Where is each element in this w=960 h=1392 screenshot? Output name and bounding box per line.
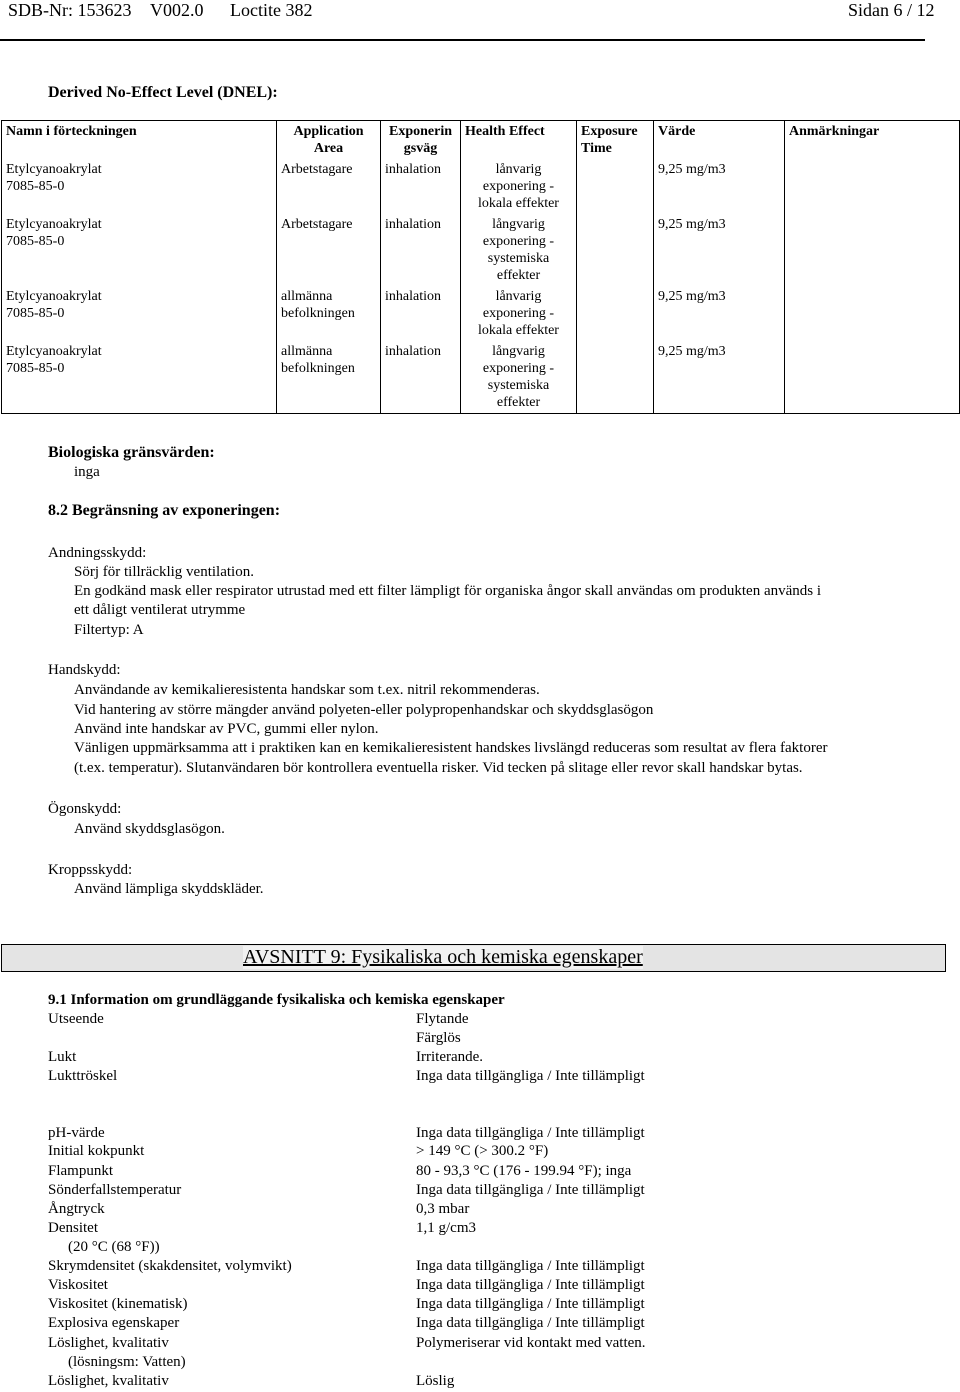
cell-remarks — [785, 341, 960, 414]
prop-value: Inga data tillgängliga / Inte tillämpligt — [416, 1182, 645, 1198]
prop-value: Polymeriserar vid kontakt med vatten. — [416, 1335, 646, 1351]
prop-label: Densitet — [48, 1220, 98, 1236]
section-9-title: AVSNITT 9: Fysikaliska och kemiska egenskaper — [243, 946, 643, 968]
cell-time — [577, 341, 654, 414]
cell-name: Etylcyanoakrylat 7085-85-0 — [2, 286, 277, 341]
prop-label: Lukttröskel — [48, 1068, 118, 1084]
cell-route: inhalation — [381, 159, 461, 214]
prop-label: pH-värde — [48, 1125, 105, 1141]
col-route: Exponerin gsväg — [381, 121, 461, 160]
cell-route: inhalation — [381, 341, 461, 414]
prop-value: 80 - 93,3 °C (176 - 199.94 °F); inga — [416, 1163, 632, 1179]
cell-effect: lånvarig exponering - lokala effekter — [461, 286, 577, 341]
eye-label: Ögonskydd: — [48, 801, 122, 817]
bio-title: Biologiska gränsvärden: — [48, 444, 215, 461]
prop-value: Löslig — [416, 1373, 455, 1389]
prop-label: Viskositet — [48, 1277, 108, 1293]
prop-value: Inga data tillgängliga / Inte tillämpligt — [416, 1068, 645, 1084]
cell-name: Etylcyanoakrylat 7085-85-0 — [2, 159, 277, 214]
resp-text-2a: En godkänd mask eller respirator utrustad med ett filter lämpligt för organiska ångor skall användas om produkten används i — [74, 583, 822, 599]
page-number: Sidan 6 / 12 — [848, 0, 935, 20]
hand-text-2: Vid hantering av större mängder använd polyeten-eller polypropenhandskar och skyddsglasögon — [74, 702, 654, 718]
prop-label: Explosiva egenskaper — [48, 1315, 180, 1331]
cell-effect: långvarig exponering - systemiska effekter — [461, 341, 577, 414]
resp-text-3: Filtertyp: A — [74, 622, 144, 638]
resp-label: Andningsskydd: — [48, 545, 147, 561]
cell-effect: långvarig exponering - systemiska effekter — [461, 214, 577, 286]
cell-value: 9,25 mg/m3 — [654, 214, 785, 286]
resp-text-2b: ett dåligt ventilerat utrymme — [74, 602, 246, 618]
prop-label: Flampunkt — [48, 1163, 114, 1179]
col-area: Application Area — [277, 121, 381, 160]
prop-label: Sönderfallstemperatur — [48, 1182, 182, 1198]
product-name: Loctite 382 — [230, 0, 313, 20]
cell-value: 9,25 mg/m3 — [654, 159, 785, 214]
prop-label: Utseende — [48, 1011, 104, 1027]
prop-value: Flytande — [416, 1011, 469, 1027]
cell-time — [577, 159, 654, 214]
table-row — [2, 159, 960, 214]
cell-name: Etylcyanoakrylat 7085-85-0 — [2, 341, 277, 414]
cell-time — [577, 214, 654, 286]
cell-route: inhalation — [381, 286, 461, 341]
hand-text-1: Användande av kemikalieresistenta handskar som t.ex. nitril rekommenderas. — [74, 682, 540, 698]
cell-remarks — [785, 159, 960, 214]
hand-text-4a: Vänligen uppmärksamma att i praktiken kan en kemikalieresistent handskes livslängd reduceras som resultat av flera faktorer — [74, 740, 828, 756]
cell-value: 9,25 mg/m3 — [654, 341, 785, 414]
prop-label: Initial kokpunkt — [48, 1143, 145, 1159]
col-time: Exposure Time — [577, 121, 654, 160]
eye-text: Använd skyddsglasögon. — [74, 821, 225, 837]
cell-area: allmänna befolkningen — [277, 286, 381, 341]
col-remarks: Anmärkningar — [785, 121, 960, 160]
cell-area: Arbetstagare — [277, 159, 381, 214]
prop-label: Löslighet, kvalitativ — [48, 1373, 169, 1389]
prop-value: 0,3 mbar — [416, 1201, 470, 1217]
prop-value: Inga data tillgängliga / Inte tillämpligt — [416, 1315, 645, 1331]
cell-name: Etylcyanoakrylat 7085-85-0 — [2, 214, 277, 286]
prop-value: Inga data tillgängliga / Inte tillämpligt — [416, 1125, 645, 1141]
prop-value: Inga data tillgängliga / Inte tillämpligt — [416, 1277, 645, 1293]
prop-label: (lösningsm: Vatten) — [68, 1354, 186, 1370]
hand-label: Handskydd: — [48, 662, 121, 678]
dnel-table — [1, 120, 960, 414]
body-text: Använd lämpliga skyddskläder. — [74, 881, 264, 897]
prop-value: Inga data tillgängliga / Inte tillämpligt — [416, 1258, 645, 1274]
body-label: Kroppsskydd: — [48, 862, 133, 878]
prop-value: Färglös — [416, 1030, 461, 1046]
prop-label: Skrymdensitet (skakdensitet, volymvikt) — [48, 1258, 292, 1274]
table-row — [2, 214, 960, 286]
dnel-header-row — [2, 121, 960, 160]
col-value: Värde — [654, 121, 785, 160]
header-divider — [0, 39, 925, 41]
page-header — [8, 0, 935, 21]
col-name: Namn i förteckningen — [2, 121, 277, 160]
prop-value: Irriterande. — [416, 1049, 484, 1065]
prop-label: Löslighet, kvalitativ — [48, 1335, 169, 1351]
prop-value: 1,1 g/cm3 — [416, 1220, 476, 1236]
resp-text-1: Sörj för tillräcklig ventilation. — [74, 564, 254, 580]
section-9-1-title: 9.1 Information om grundläggande fysikaliska och kemiska egenskaper — [48, 992, 505, 1008]
col-effect: Health Effect — [461, 121, 577, 160]
cell-remarks — [785, 286, 960, 341]
prop-value: > 149 °C (> 300.2 °F) — [416, 1143, 549, 1159]
table-row — [2, 286, 960, 341]
cell-route: inhalation — [381, 214, 461, 286]
cell-value: 9,25 mg/m3 — [654, 286, 785, 341]
hand-text-3: Använd inte handskar av PVC, gummi eller nylon. — [74, 721, 379, 737]
version: V002.0 — [150, 0, 204, 20]
sdb-number: SDB-Nr: 153623 — [8, 0, 132, 20]
prop-value: Inga data tillgängliga / Inte tillämpligt — [416, 1296, 645, 1312]
prop-label: Viskositet (kinematisk) — [48, 1296, 188, 1312]
section-8-2-title: 8.2 Begränsning av exponeringen: — [48, 502, 281, 519]
table-row — [2, 341, 960, 414]
prop-label: (20 °C (68 °F)) — [68, 1239, 160, 1255]
cell-area: allmänna befolkningen — [277, 341, 381, 414]
cell-time — [577, 286, 654, 341]
prop-label: Ångtryck — [48, 1201, 105, 1217]
cell-area: Arbetstagare — [277, 214, 381, 286]
cell-effect: lånvarig exponering - lokala effekter — [461, 159, 577, 214]
dnel-title: Derived No-Effect Level (DNEL): — [48, 84, 278, 101]
bio-value: inga — [74, 464, 100, 480]
prop-label: Lukt — [48, 1049, 77, 1065]
hand-text-4b: (t.ex. temperatur). Slutanvändaren bör kontrollera eventuella risker. Vid tecken på slitage eller revor skall handskar bytas. — [74, 760, 803, 776]
cell-remarks — [785, 214, 960, 286]
